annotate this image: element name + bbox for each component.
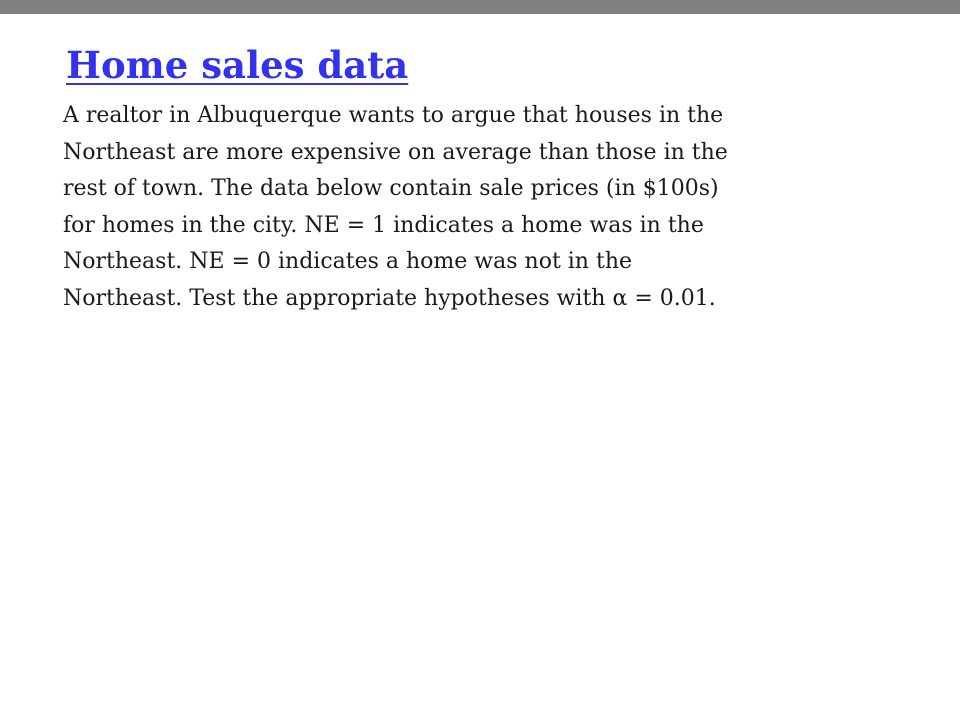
body-line: for homes in the city. NE = 1 indicates a home was in the xyxy=(63,212,704,238)
body-line: A realtor in Albuquerque wants to argue that houses in the xyxy=(63,103,724,128)
body-line: rest of town. The data below contain sale prices (in $100s) xyxy=(63,176,719,201)
body-line: Northeast are more expensive on average than those in the xyxy=(63,139,728,165)
slide-title: Home sales data xyxy=(66,43,409,87)
top-bar xyxy=(0,0,960,14)
body-line: Northeast. Test the appropriate hypotheses with α = 0.01. xyxy=(63,285,716,311)
body-line: Northeast. NE = 0 indicates a home was not in the xyxy=(63,249,633,274)
problem-statement xyxy=(63,98,943,317)
